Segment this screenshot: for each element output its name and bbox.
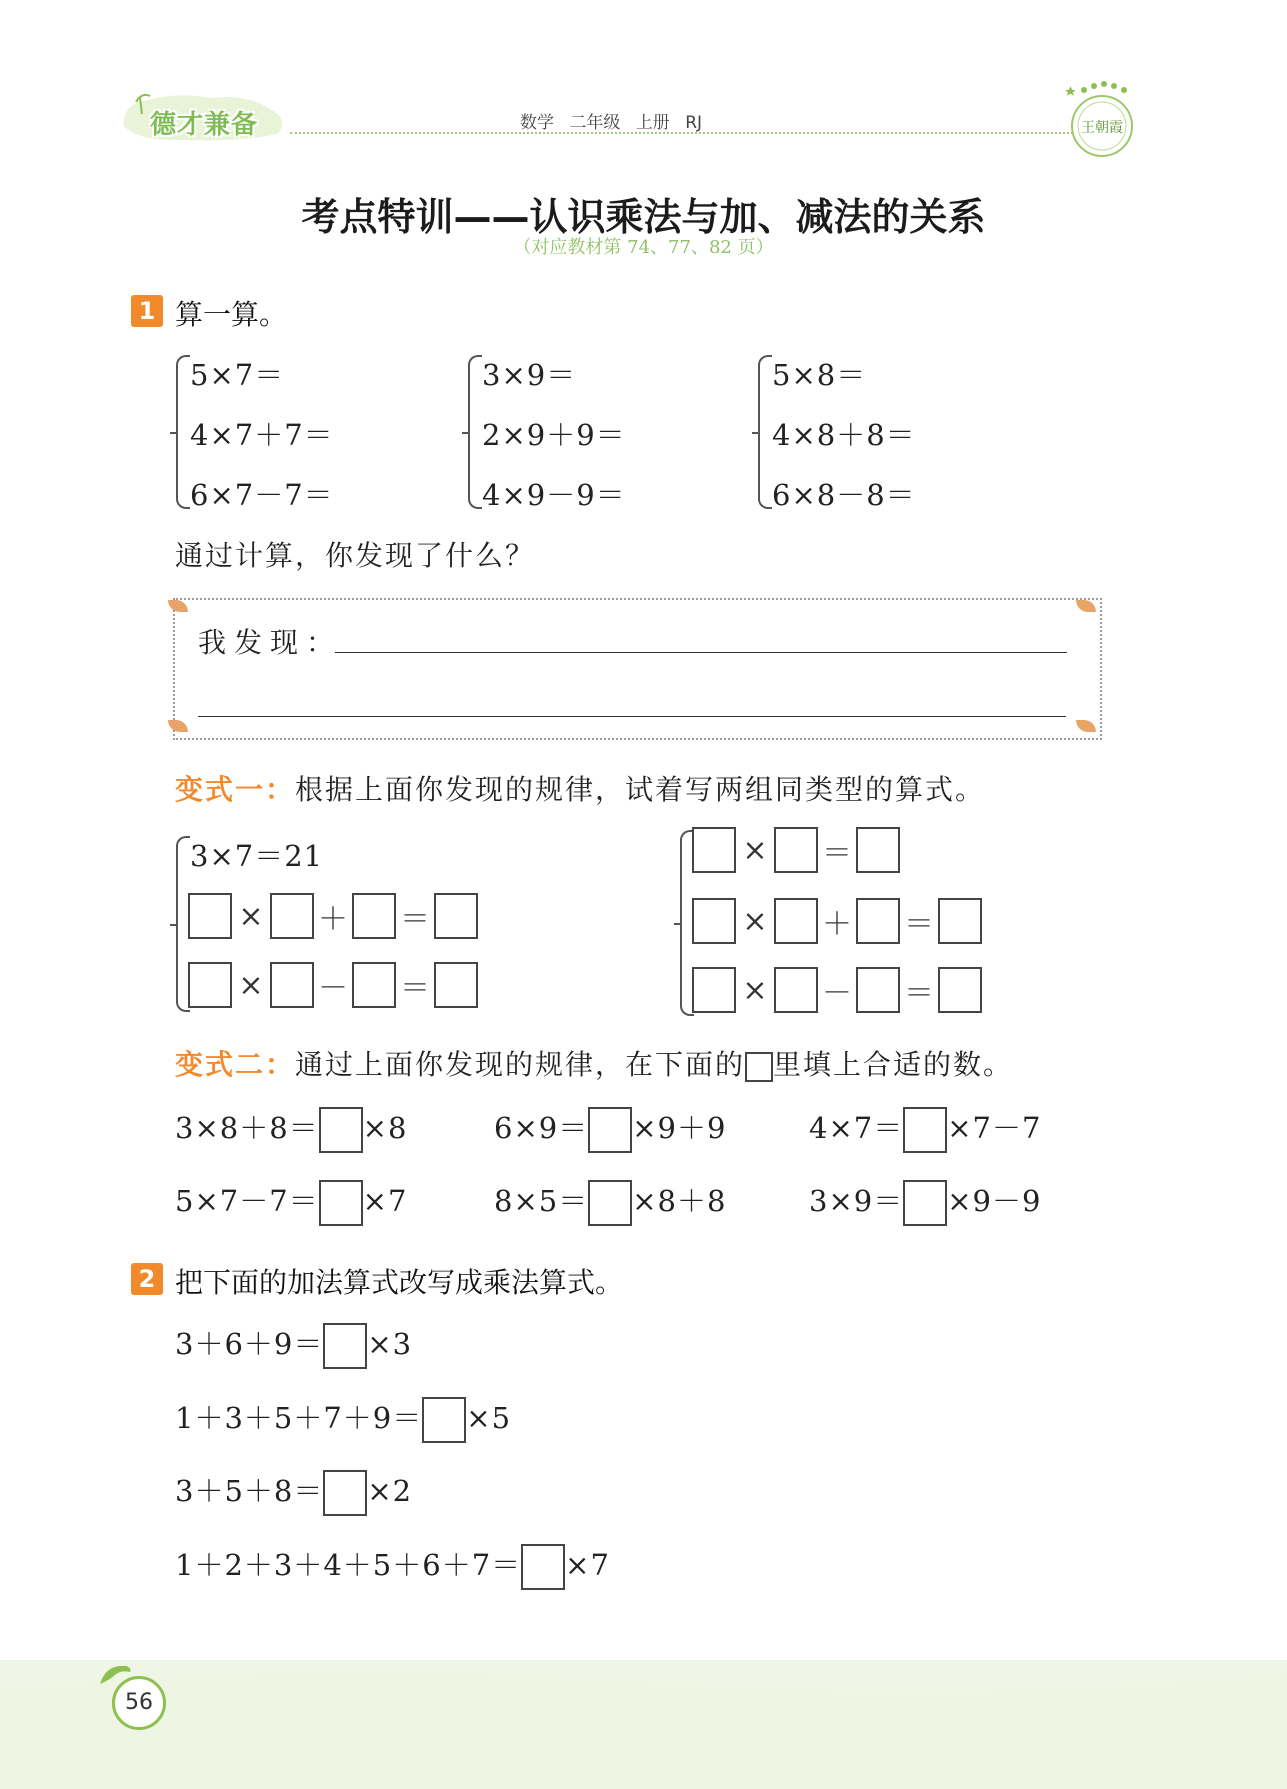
fill-equation bbox=[175, 1469, 412, 1516]
equals-sign: ＝ bbox=[400, 902, 430, 937]
seal-text: 王朝霞 bbox=[1081, 120, 1123, 136]
answer-box-blank[interactable] bbox=[521, 1544, 565, 1590]
box-symbol-icon bbox=[745, 1052, 773, 1082]
answer-box-blank[interactable] bbox=[319, 1180, 363, 1226]
answer-box bbox=[173, 598, 1102, 740]
fill-equation-row bbox=[692, 967, 982, 1013]
times-sign: × bbox=[742, 972, 768, 1008]
answer-box-blank[interactable] bbox=[422, 1397, 466, 1443]
plus-sign: ＋ bbox=[318, 902, 348, 937]
answer-box-blank[interactable] bbox=[903, 1180, 947, 1226]
answer-box-blank[interactable] bbox=[774, 827, 818, 873]
logo-text: 德才兼备 bbox=[150, 110, 259, 140]
minus-sign: － bbox=[822, 976, 852, 1011]
equation-right: ×9＋9 bbox=[632, 1111, 727, 1145]
answer-box-blank[interactable] bbox=[856, 898, 900, 944]
fill-equation-row bbox=[188, 962, 478, 1008]
fill-equation bbox=[175, 1396, 511, 1443]
equation-right: ×3 bbox=[367, 1327, 413, 1361]
equation-left: 6×9＝ bbox=[494, 1111, 589, 1145]
expression: 4×9－9＝ bbox=[482, 478, 626, 512]
author-seal bbox=[1062, 78, 1142, 168]
answer-box-blank[interactable] bbox=[188, 962, 232, 1008]
answer-box-blank[interactable] bbox=[588, 1180, 632, 1226]
discovery-label: 我发现： bbox=[198, 626, 343, 659]
variant-1-label: 变式一： bbox=[175, 773, 296, 806]
expression: 5×8＝ bbox=[772, 358, 867, 392]
answer-box-blank[interactable] bbox=[692, 898, 736, 944]
equation-left: 5×7－7＝ bbox=[175, 1184, 319, 1218]
answer-box-blank[interactable] bbox=[434, 962, 478, 1008]
equation-right: ×5 bbox=[466, 1401, 512, 1435]
section-1-number: 1 bbox=[131, 295, 163, 327]
brace bbox=[758, 355, 772, 509]
fill-equation bbox=[175, 1322, 412, 1369]
answer-box-blank[interactable] bbox=[856, 967, 900, 1013]
times-sign: × bbox=[238, 898, 264, 934]
section-2-number: 2 bbox=[131, 1263, 163, 1295]
answer-line[interactable] bbox=[198, 716, 1066, 717]
variant-2-label: 变式二： bbox=[175, 1048, 296, 1081]
answer-box-blank[interactable] bbox=[434, 893, 478, 939]
equation-right: ×9－9 bbox=[947, 1184, 1042, 1218]
expression: 5×7＝ bbox=[190, 358, 285, 392]
equation-left: 3＋6＋9＝ bbox=[175, 1327, 324, 1361]
answer-box-blank[interactable] bbox=[323, 1323, 367, 1369]
answer-box-blank[interactable] bbox=[323, 1470, 367, 1516]
section-2-heading: 把下面的加法算式改写成乘法算式。 bbox=[175, 1266, 624, 1299]
fill-equation bbox=[809, 1179, 1041, 1226]
equation-left: 3×9＝ bbox=[809, 1184, 904, 1218]
expression: 6×8－8＝ bbox=[772, 478, 916, 512]
answer-box-blank[interactable] bbox=[588, 1107, 632, 1153]
equals-sign: ＝ bbox=[822, 836, 852, 871]
fill-equation bbox=[175, 1179, 407, 1226]
expression: 3×9＝ bbox=[482, 358, 577, 392]
times-sign: × bbox=[742, 832, 768, 868]
book-info: 数学 二年级 上册 RJ bbox=[520, 113, 703, 133]
brace bbox=[468, 355, 482, 509]
answer-box-blank[interactable] bbox=[938, 898, 982, 944]
answer-box-blank[interactable] bbox=[352, 962, 396, 1008]
fill-equation bbox=[809, 1106, 1041, 1153]
expression: 6×7－7＝ bbox=[190, 478, 334, 512]
equation-left: 4×7＝ bbox=[809, 1111, 904, 1145]
answer-box-blank[interactable] bbox=[352, 893, 396, 939]
footer-wave bbox=[0, 1660, 1287, 1789]
equation-right: ×8 bbox=[362, 1111, 408, 1145]
answer-line[interactable] bbox=[335, 652, 1067, 653]
equation-right: ×2 bbox=[367, 1474, 413, 1508]
answer-box-blank[interactable] bbox=[774, 898, 818, 944]
equals-sign: ＝ bbox=[904, 976, 934, 1011]
expression: 4×7＋7＝ bbox=[190, 418, 334, 452]
answer-box-blank[interactable] bbox=[774, 967, 818, 1013]
answer-box-blank[interactable] bbox=[692, 967, 736, 1013]
fill-equation bbox=[494, 1106, 726, 1153]
equation-right: ×7 bbox=[565, 1548, 610, 1582]
equals-sign: ＝ bbox=[904, 907, 934, 942]
equation-left: 1＋2＋3＋4＋5＋6＋7＝ bbox=[175, 1548, 522, 1582]
minus-sign: － bbox=[318, 971, 348, 1006]
answer-box-blank[interactable] bbox=[319, 1107, 363, 1153]
equation-left: 1＋3＋5＋7＋9＝ bbox=[175, 1401, 423, 1435]
fill-equation bbox=[175, 1106, 407, 1153]
fill-equation bbox=[494, 1179, 726, 1226]
equation-left: 8×5＝ bbox=[494, 1184, 589, 1218]
variant-1-text: 根据上面你发现的规律，试着写两组同类型的算式。 bbox=[295, 773, 986, 806]
fill-equation-row bbox=[188, 893, 478, 939]
equation-left: 3×8＋8＝ bbox=[175, 1111, 319, 1145]
answer-box-blank[interactable] bbox=[270, 893, 314, 939]
expression: 2×9＋9＝ bbox=[482, 418, 626, 452]
variant-2-instruction bbox=[175, 1043, 1013, 1083]
page-title: 考点特训——认识乘法与加、减法的关系 bbox=[301, 195, 986, 239]
fill-equation bbox=[175, 1543, 610, 1590]
answer-box-blank[interactable] bbox=[938, 967, 982, 1013]
plus-sign: ＋ bbox=[822, 907, 852, 942]
variant-2-text: 通过上面你发现的规律，在下面的 bbox=[295, 1048, 746, 1081]
variant-2-text-end: 里填上合适的数。 bbox=[773, 1048, 1014, 1081]
brace bbox=[176, 355, 190, 509]
answer-box-blank[interactable] bbox=[188, 893, 232, 939]
answer-box-blank[interactable] bbox=[270, 962, 314, 1008]
page-subtitle: （对应教材第 74、77、82 页） bbox=[513, 237, 774, 258]
equation-right: ×7 bbox=[362, 1184, 408, 1218]
equation-right: ×8＋8 bbox=[632, 1184, 727, 1218]
section-1-heading: 算一算。 bbox=[175, 298, 288, 331]
expression: 4×8＋8＝ bbox=[772, 418, 916, 452]
equals-sign: ＝ bbox=[400, 971, 430, 1006]
given-equation: 3×7＝21 bbox=[190, 839, 324, 873]
answer-box-blank[interactable] bbox=[692, 827, 736, 873]
variant-1-instruction bbox=[175, 768, 985, 808]
page-number: 56 bbox=[112, 1676, 166, 1730]
answer-box-blank[interactable] bbox=[856, 827, 900, 873]
fill-equation-row bbox=[692, 827, 900, 873]
discovery-question: 通过计算，你发现了什么？ bbox=[175, 539, 536, 572]
equation-left: 3＋5＋8＝ bbox=[175, 1474, 324, 1508]
times-sign: × bbox=[238, 967, 264, 1003]
answer-box-blank[interactable] bbox=[903, 1107, 947, 1153]
times-sign: × bbox=[742, 903, 768, 939]
equation-right: ×7－7 bbox=[947, 1111, 1042, 1145]
fill-equation-row bbox=[692, 898, 982, 944]
